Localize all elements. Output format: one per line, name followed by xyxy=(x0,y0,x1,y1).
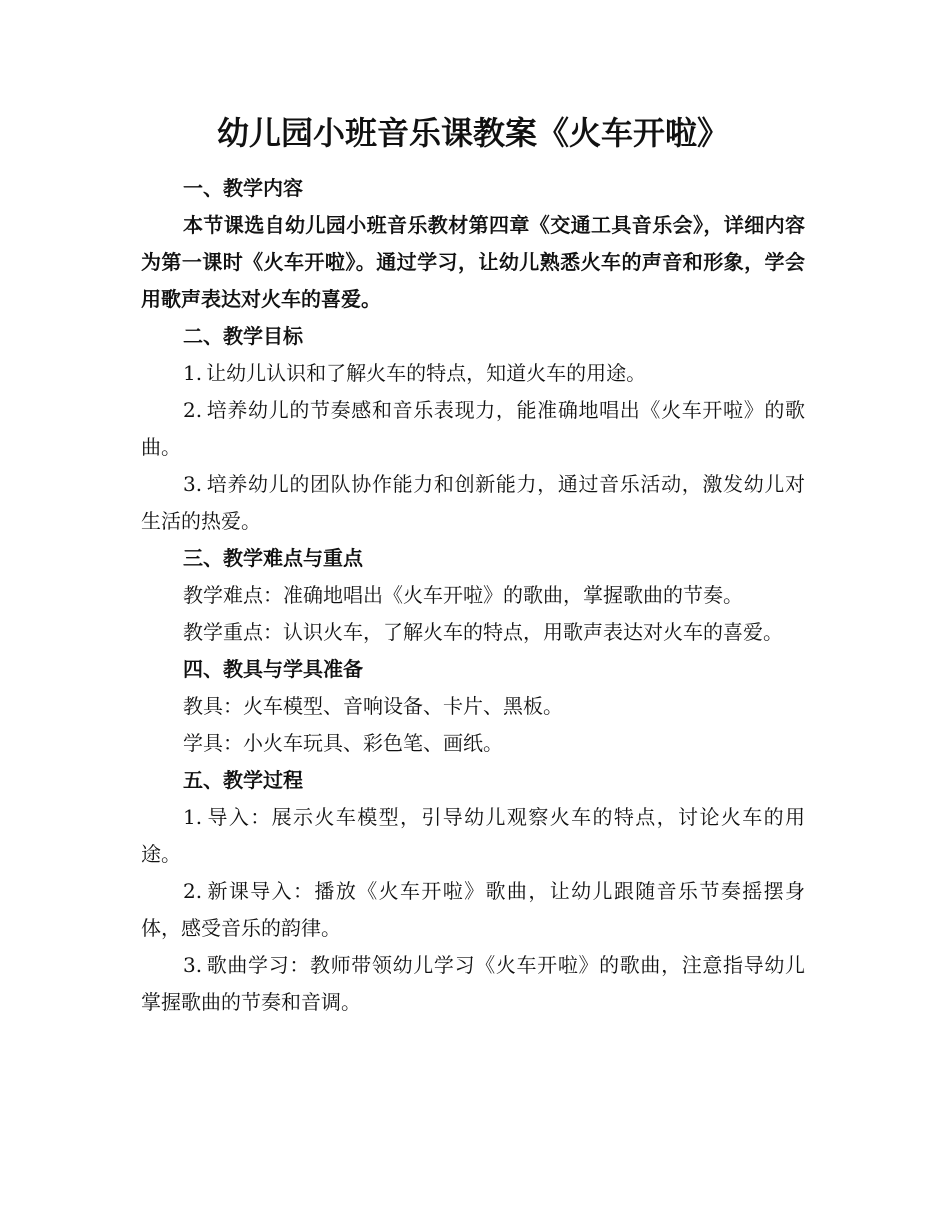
document-title: 幼儿园小班音乐课教案《火车开啦》 xyxy=(216,114,729,152)
objective-number: 2. xyxy=(183,398,203,422)
document-page xyxy=(141,108,805,1021)
section-heading-materials: 四、教具与学具准备 xyxy=(183,657,363,681)
section-heading-process: 五、教学过程 xyxy=(183,768,303,792)
objective-text: 培养幼儿的团队协作能力和创新能力，通过音乐活动，激发幼儿对生活的热爱。 xyxy=(141,472,805,533)
objective-number: 3. xyxy=(183,472,203,496)
process-step-number: 3. xyxy=(183,953,203,977)
objective-item xyxy=(141,466,805,540)
objective-item xyxy=(141,355,805,392)
process-step-number: 1. xyxy=(183,805,203,829)
content-paragraph: 本节课选自幼儿园小班音乐教材第四章《交通工具音乐会》，详细内容为第一课时《火车开啦》。通过学习，让幼儿熟悉火车的声音和形象，学会用歌声表达对火车的喜爱。 xyxy=(141,213,805,311)
objective-text: 培养幼儿的节奏感和音乐表现力，能准确地唱出《火车开啦》的歌曲。 xyxy=(141,398,805,459)
process-step xyxy=(141,947,805,1021)
objective-item xyxy=(141,392,805,466)
section-heading-difficulty-focus: 三、教学难点与重点 xyxy=(183,546,363,570)
process-step-text: 歌曲学习：教师带领幼儿学习《火车开啦》的歌曲，注意指导幼儿掌握歌曲的节奏和音调。 xyxy=(141,953,805,1014)
objective-text: 让幼儿认识和了解火车的特点，知道火车的用途。 xyxy=(206,361,647,385)
section-heading-content: 一、教学内容 xyxy=(183,176,303,200)
process-step-number: 2. xyxy=(183,879,203,903)
section-heading-objectives: 二、教学目标 xyxy=(183,324,303,348)
process-step xyxy=(141,873,805,947)
objective-number: 1. xyxy=(183,361,203,385)
process-step-text: 导入：展示火车模型，引导幼儿观察火车的特点，讨论火车的用途。 xyxy=(141,805,805,866)
difficulty-paragraph: 教学难点：准确地唱出《火车开啦》的歌曲，掌握歌曲的节奏。 xyxy=(183,583,743,607)
process-step xyxy=(141,799,805,873)
focus-paragraph: 教学重点：认识火车，了解火车的特点，用歌声表达对火车的喜爱。 xyxy=(183,620,783,644)
process-step-text: 新课导入：播放《火车开啦》歌曲，让幼儿跟随音乐节奏摇摆身体，感受音乐的韵律。 xyxy=(141,879,805,940)
teaching-aids-paragraph: 教具：火车模型、音响设备、卡片、黑板。 xyxy=(183,694,563,718)
learning-aids-paragraph: 学具：小火车玩具、彩色笔、画纸。 xyxy=(183,731,503,755)
